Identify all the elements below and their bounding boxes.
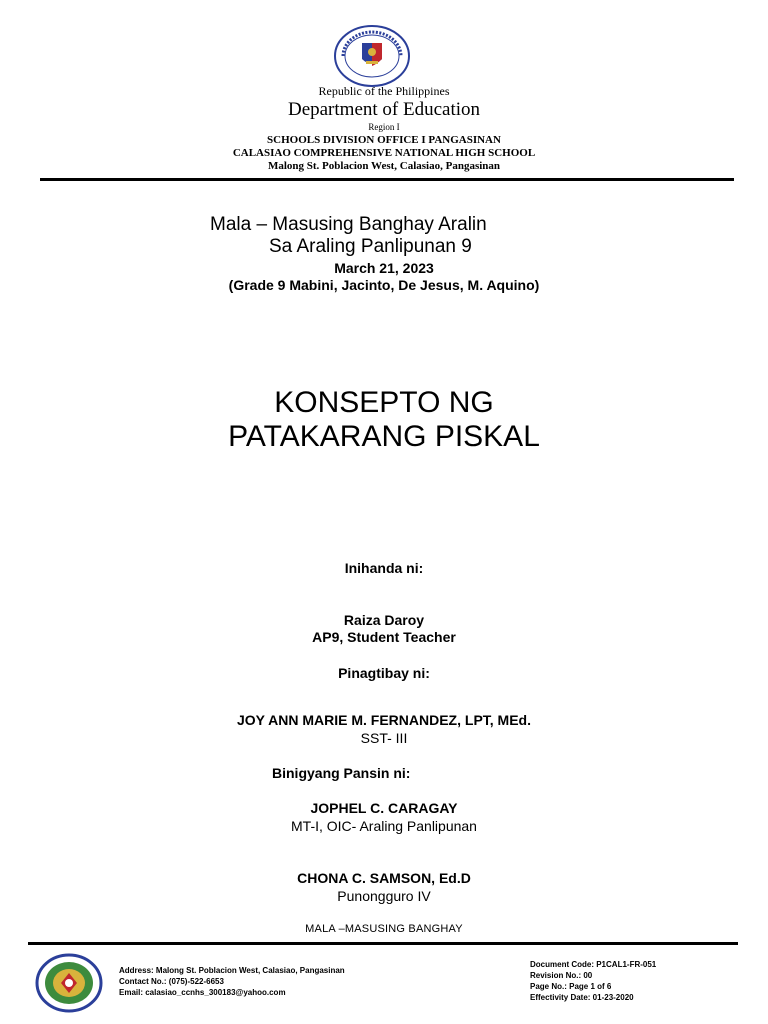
noted-person1-role: MT-I, OIC- Araling Panlipunan	[291, 818, 477, 834]
topic-line1: KONSEPTO NG	[274, 386, 494, 419]
verified-role: SST- III	[360, 730, 408, 746]
republic-line: Republic of the Philippines	[318, 84, 450, 98]
noted-person2-role: Punongguro IV	[337, 888, 431, 904]
noted-label: Binigyang Pansin ni:	[272, 765, 411, 781]
school-address: Malong St. Poblacion West, Calasiao, Pangasinan	[267, 160, 501, 172]
region-line: Region I	[368, 122, 400, 132]
header-divider	[40, 178, 734, 181]
plan-title-line1: Mala – Masusing Banghay Aralin	[210, 214, 487, 235]
verified-label: Pinagtibay ni:	[338, 665, 430, 681]
footer-divider	[28, 942, 738, 945]
footer-revision: Revision No.: 00	[530, 971, 593, 980]
plan-date: March 21, 2023	[334, 260, 434, 276]
footer-doc-code: Document Code: P1CAL1-FR-051	[530, 960, 657, 969]
topic-line2: PATAKARANG PISKAL	[228, 420, 540, 453]
footer-email: Email: calasiao_ccnhs_300183@yahoo.com	[119, 988, 286, 997]
verified-name: JOY ANN MARIE M. FERNANDEZ, LPT, MEd.	[236, 712, 531, 728]
plan-title-line2: Sa Araling Panlipunan 9	[269, 236, 472, 257]
footer-contact: Contact No.: (075)-522-6653	[119, 977, 224, 986]
prepared-role: AP9, Student Teacher	[312, 629, 456, 645]
school-name: CALASIAO COMPREHENSIVE NATIONAL HIGH SCHOOL	[232, 147, 536, 159]
footer-address: Address: Malong St. Poblacion West, Calasiao, Pangasinan	[119, 966, 345, 975]
prepared-name: Raiza Daroy	[343, 612, 425, 628]
running-footer-text: MALA –MASUSING BANGHAY	[305, 923, 463, 935]
school-logo-icon	[35, 953, 103, 1013]
plan-sections: (Grade 9 Mabini, Jacinto, De Jesus, M. Aquino)	[228, 277, 540, 293]
department-name: Department of Education	[287, 99, 481, 120]
footer-page: Page No.: Page 1 of 6	[530, 982, 612, 991]
footer-effectivity: Effectivity Date: 01-23-2020	[530, 993, 634, 1002]
deped-seal-icon	[333, 25, 411, 87]
noted-person1-name: JOPHEL C. CARAGAY	[310, 800, 458, 816]
division-line: SCHOOLS DIVISION OFFICE I PANGASINAN	[267, 134, 501, 146]
noted-person2-name: CHONA C. SAMSON, Ed.D	[297, 870, 471, 886]
prepared-label: Inihanda ni:	[344, 560, 424, 576]
